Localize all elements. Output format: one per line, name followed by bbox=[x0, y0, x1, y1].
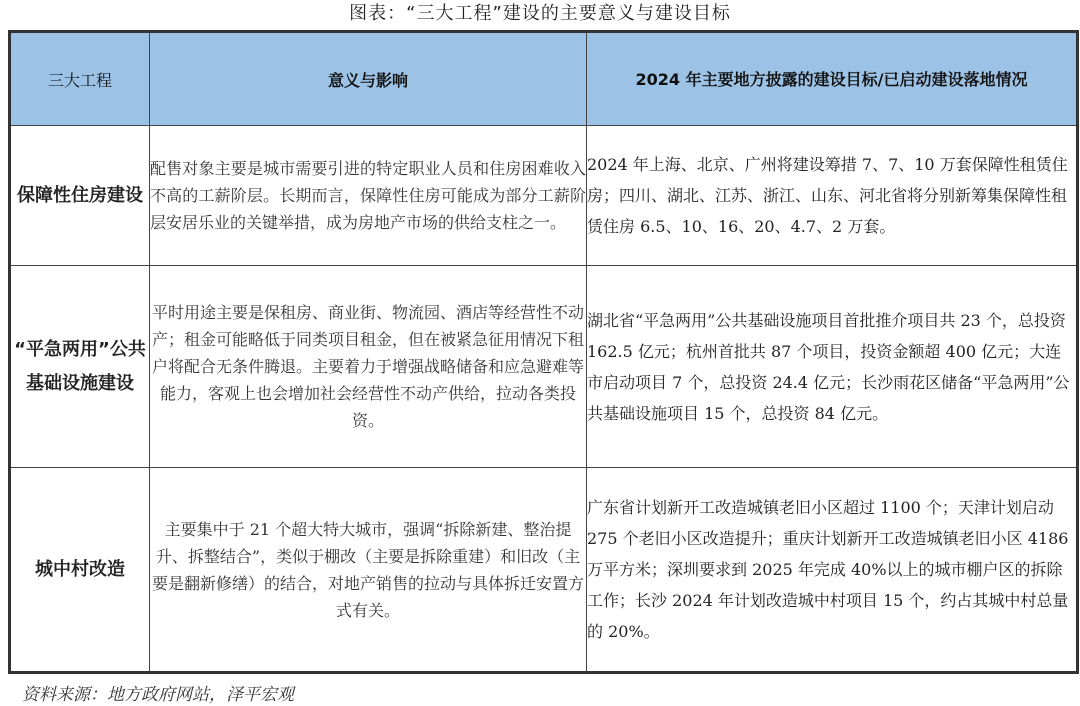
row-name-housing: 保障性住房建设 bbox=[10, 126, 150, 266]
row-meaning-dual-use: 平时用途主要是保租房、商业街、物流园、酒店等经营性不动产；租金可能略低于同类项目租金，但在被紧急征用情况下租户将配合无条件腾退。主要着力于增强战略储备和应急避难等能力，客观上也会增加社会经营性不动产供给，拉动各类投资。 bbox=[150, 266, 587, 468]
row-name-village: 城中村改造 bbox=[10, 468, 150, 673]
row-target-housing: 2024 年上海、北京、广州将建设筹措 7、7、10 万套保障性租赁住房；四川、湖北、江苏、浙江、山东、河北省将分别新筹集保障性租赁住房 6.5、10、16、20、4.7、2 万套。 bbox=[587, 126, 1078, 266]
table-row bbox=[10, 468, 1078, 673]
row-meaning-village: 主要集中于 21 个超大特大城市，强调“拆除新建、整治提升、拆整结合”，类似于棚改（主要是拆除重建）和旧改（主要是翻新修缮）的结合，对地产销售的拉动与具体拆迁安置方式有关。 bbox=[150, 468, 587, 673]
header-project: 三大工程 bbox=[10, 32, 150, 126]
row-target-dual-use: 湖北省“平急两用”公共基础设施项目首批推介项目共 23 个，总投资 162.5 亿元；杭州首批共 87 个项目，投资金额超 400 亿元；大连市启动项目 7 个，总投资 24.4 亿元；长沙雨花区储备“平急两用”公共基础设施项目 15 个，总投资 84 亿元。 bbox=[587, 266, 1078, 468]
table-caption: 图表：“三大工程”建设的主要意义与建设目标 bbox=[349, 3, 731, 24]
table-header-row bbox=[10, 32, 1078, 126]
row-name-dual-use: “平急两用”公共基础设施建设 bbox=[10, 266, 150, 468]
main-table bbox=[8, 30, 1079, 674]
table-row bbox=[10, 266, 1078, 468]
table-row bbox=[10, 126, 1078, 266]
source-note: 资料来源：地方政府网站，泽平宏观 bbox=[22, 685, 294, 705]
row-target-village: 广东省计划新开工改造城镇老旧小区超过 1100 个；天津计划启动 275 个老旧小区改造提升；重庆计划新开工改造城镇老旧小区 4186 万平方米；深圳要求到 2025 年完成 40%以上的城市棚户区的拆除工作；长沙 2024 年计划改造城中村项目 15 个，约占其城中村总量的 20%。 bbox=[587, 468, 1078, 673]
header-meaning: 意义与影响 bbox=[150, 32, 587, 126]
header-target: 2024 年主要地方披露的建设目标/已启动建设落地情况 bbox=[587, 32, 1078, 126]
row-meaning-housing: 配售对象主要是城市需要引进的特定职业人员和住房困难收入不高的工薪阶层。长期而言，保障性住房可能成为部分工薪阶层安居乐业的关键举措，成为房地产市场的供给支柱之一。 bbox=[150, 126, 587, 266]
